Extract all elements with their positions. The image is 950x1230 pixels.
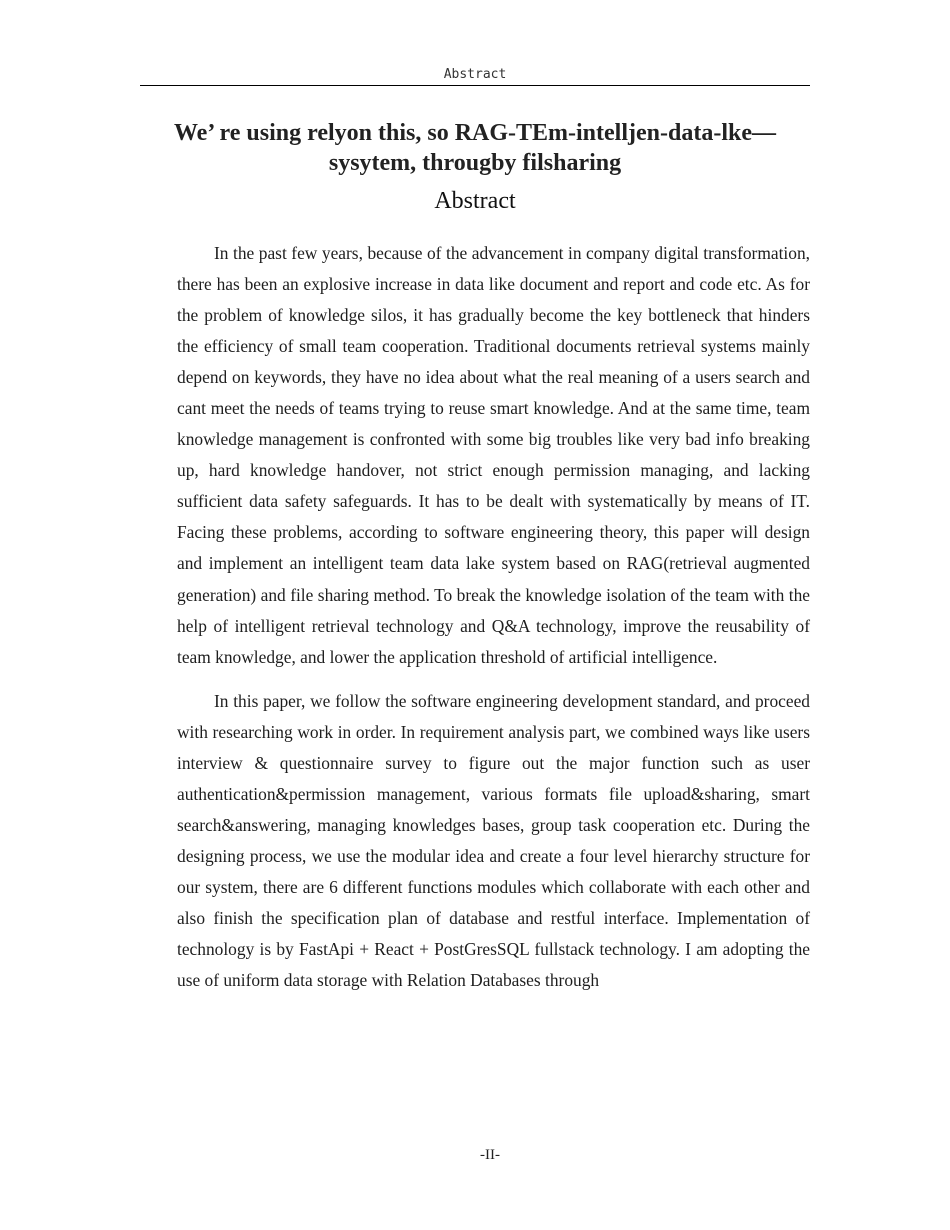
running-header: Abstract [443, 67, 507, 82]
abstract-paragraph-2: In this paper, we follow the software engineering development standard, and proceed with researching work in order. In requirement analysis part, we combined ways like users interview & questionnaire survey to figure out the major function such as user authentication&permission management, various formats file upload&sharing, smart search&answering, managing knowledges bases, group task cooperation etc. During the designing process, we use the modular idea and create a four level hierarchy structure for our system, there are 6 different functions modules which collaborate with each other and also finish the specification plan of database and restful interface. Implementation of technology is by FastApi + React + PostGresSQL fullstack technology. I am adopting the use of uniform data storage with Relation Databases through [177, 690, 810, 991]
page-number: -II- [480, 1147, 500, 1163]
abstract-heading: Abstract [434, 188, 516, 214]
document-title: We’ re using relyon this, so RAG-TEm-intelljen-data-lke—sysytem, througby filsharing [174, 120, 776, 176]
header-rule [140, 85, 810, 86]
abstract-paragraph-1: In the past few years, because of the advancement in company digital transformation, there has been an explosive increase in data like document and report and code etc. As for the problem of knowledge silos, it has gradually become the key bottleneck that hinders the efficiency of small team cooperation. Traditional documents retrieval systems mainly depend on keywords, they have no idea about what the real meaning of a users search and cant meet the needs of teams trying to reuse smart knowledge. And at the same time, team knowledge management is confronted with some big troubles like very bad info breaking up, hard knowledge handover, not strict enough permission managing, and lacking sufficient data safety safeguards. It has to be dealt with systematically by means of IT. Facing these problems, according to software engineering theory, this paper will design and implement an intelligent team data lake system based on RAG(retrieval augmented generation) and file sharing method. To break the knowledge isolation of the team with the help of intelligent retrieval technology and Q&A technology, improve the reusability of team knowledge, and lower the application threshold of artificial intelligence. [177, 243, 810, 667]
abstract-body [177, 238, 810, 1009]
